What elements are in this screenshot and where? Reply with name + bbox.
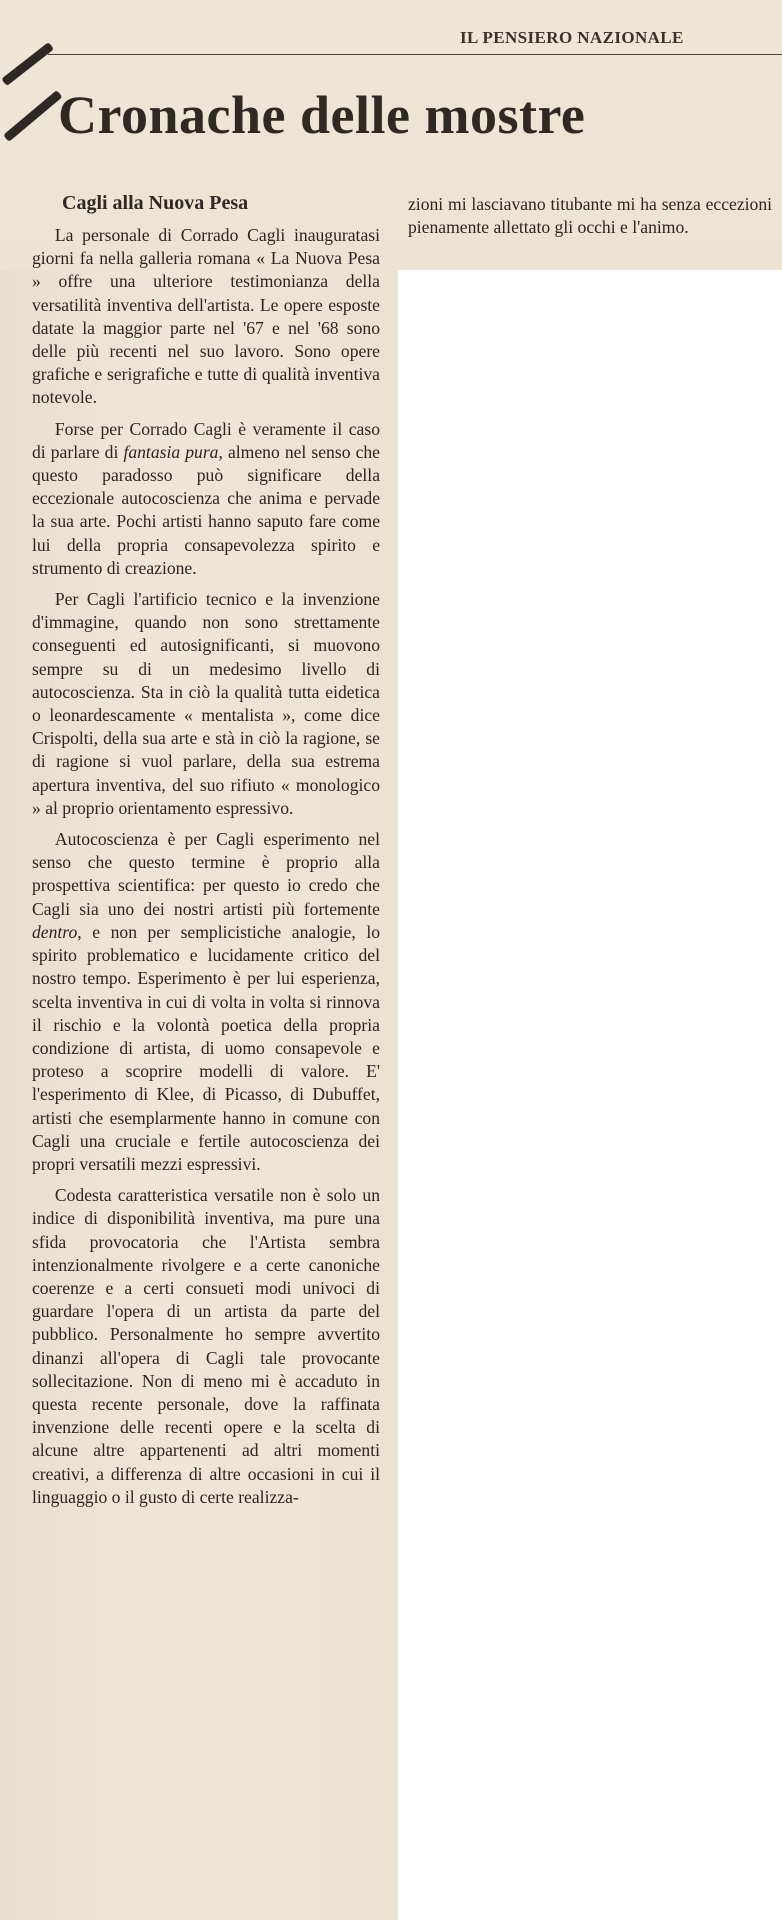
subheadline: Cagli alla Nuova Pesa [62,192,249,214]
paragraph-2-italic: fantasia pura [123,441,219,462]
paragraph-1: La personale di Corrado Cagli inauguratasi giorni fa nella galleria romana « La Nuova Pesa » offre una ulteriore testimonianza della versatilità inventiva dell'artista. Le opere esposte datate la maggior parte nel '67 e nel '68 sono delle più recenti nel suo lavoro. Sono opere grafiche e serigrafiche e tutte di qualità inventiva notevole. [32,225,380,408]
paragraph-4 [32,828,380,1176]
paragraph-2-text-b: , almeno nel senso che questo paradosso può significare della eccezionale autocoscienza che anima e pervade la sua arte. Pochi artisti hanno saputo fare come lui della propria consapevolezza spirito e strumento di creazione. [32,441,380,578]
article-column-right [408,193,772,239]
paragraph-2-text-a: Forse per Corrado Cagli è veramente il caso di parlare di [32,418,380,462]
paragraph-4-text-b: , e non per semplicistiche analogie, lo spirito problematico e lucidamente critico del nostro tempo. Esperimento è per lui esperienza, scelta inventiva in cui di volta in volta si rinnova il rischio e la volontà poetica della propria condizione di artista, di uomo consapevole e proteso a scoprire modelli di valore. E' l'esperimento di Klee, di Picasso, di Dubuffet, artisti che esemplarmente hanno in comune con Cagli una cruciale e fertile autocoscienza dei propri versatili mezzi espressivi. [32,921,380,1174]
paragraph-6: zioni mi lasciavano titubante mi ha senza eccezioni pienamente allettato gli occhi e l'animo. [408,194,772,238]
paragraph-3: Per Cagli l'artificio tecnico e la invenzione d'immagine, quando non sono strettamente conseguenti ed autosignificanti, si muovono sempre su di un medesimo livello di autocoscienza. Sta in ciò la qualità tutta eidetica o leonardescamente « mentalista », come dice Crispolti, della sua arte e stà in ciò la ragione, se di ragione si vuol parlare, della sua estrema apertura inventiva, del suo rifiuto « monologico » al proprio orientamento espressivo. [32,589,380,818]
publication-name: IL PENSIERO NAZIONALE [460,28,684,47]
paragraph-4-text-a: Autocoscienza è per Cagli esperimento nel senso che questo termine è proprio alla prospettiva scientifica: per questo io credo che Cagli sia uno dei nostri artisti più fortemente [32,829,380,919]
headline: Cronache delle mostre [58,85,586,145]
article-column-left [32,224,380,1509]
header-rule [48,54,782,55]
paragraph-4-italic: dentro [32,921,78,942]
paragraph-2 [32,418,380,580]
paragraph-5: Codesta caratteristica versatile non è solo un indice di disponibilità inventiva, ma pure una sfida provocatoria che l'Artista sembra intenzionalmente rivolgere e a certe canoniche coerenze e a certi consueti modi univoci di guardare l'opera di un artista da parte del pubblico. Personalmente ho sempre avvertito dinanzi all'opera di Cagli tale provocante sollecitazione. Non di meno mi è accaduto in questa recente personale, dove la raffinata invenzione delle recenti opere e la scelta di alcune altre appartenenti ad altri momenti creativi, a differenza di altre occasioni in cui il linguaggio o il gusto di certe realizza- [32,1185,380,1507]
